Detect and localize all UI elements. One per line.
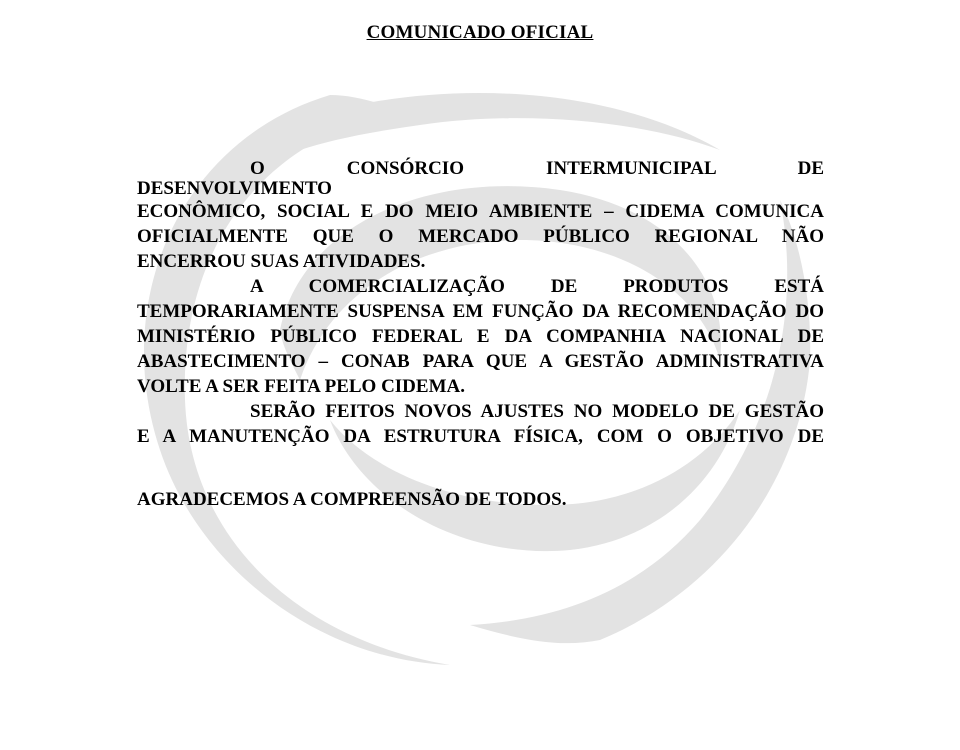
paragraph-1-line-2: DESENVOLVIMENTO xyxy=(137,178,332,199)
closing-line: AGRADECEMOS A COMPREENSÃO DE TODOS. xyxy=(137,489,567,510)
paragraph-3-line-1: SERÃO FEITOS NOVOS AJUSTES NO MODELO DE GESTÃO xyxy=(250,401,824,422)
paragraph-1-line-5: ENCERROU SUAS ATIVIDADES. xyxy=(137,251,426,272)
paragraph-3-line-2: E A MANUTENÇÃO DA ESTRUTURA FÍSICA, COM O OBJETIVO DE xyxy=(137,426,824,447)
paragraph-2-line-2: TEMPORARIAMENTE SUSPENSA EM FUNÇÃO DA RECOMENDAÇÃO DO xyxy=(137,301,824,322)
document-title: COMUNICADO OFICIAL xyxy=(366,22,594,43)
paragraph-1-line-4: OFICIALMENTE QUE O MERCADO PÚBLICO REGIONAL NÃO xyxy=(137,226,824,247)
paragraph-2-line-4: ABASTECIMENTO – CONAB PARA QUE A GESTÃO ADMINISTRATIVA xyxy=(137,351,824,372)
paragraph-1-line-1: O CONSÓRCIO INTERMUNICIPAL DE xyxy=(250,158,824,179)
paragraph-2-line-1: A COMERCIALIZAÇÃO DE PRODUTOS ESTÁ xyxy=(250,276,824,297)
paragraph-2-line-5: VOLTE A SER FEITA PELO CIDEMA. xyxy=(137,376,465,397)
paragraph-2-line-3: MINISTÉRIO PÚBLICO FEDERAL E DA COMPANHIA NACIONAL DE xyxy=(137,326,824,347)
paragraph-1-line-3: ECONÔMICO, SOCIAL E DO MEIO AMBIENTE – CIDEMA COMUNICA xyxy=(137,201,824,222)
